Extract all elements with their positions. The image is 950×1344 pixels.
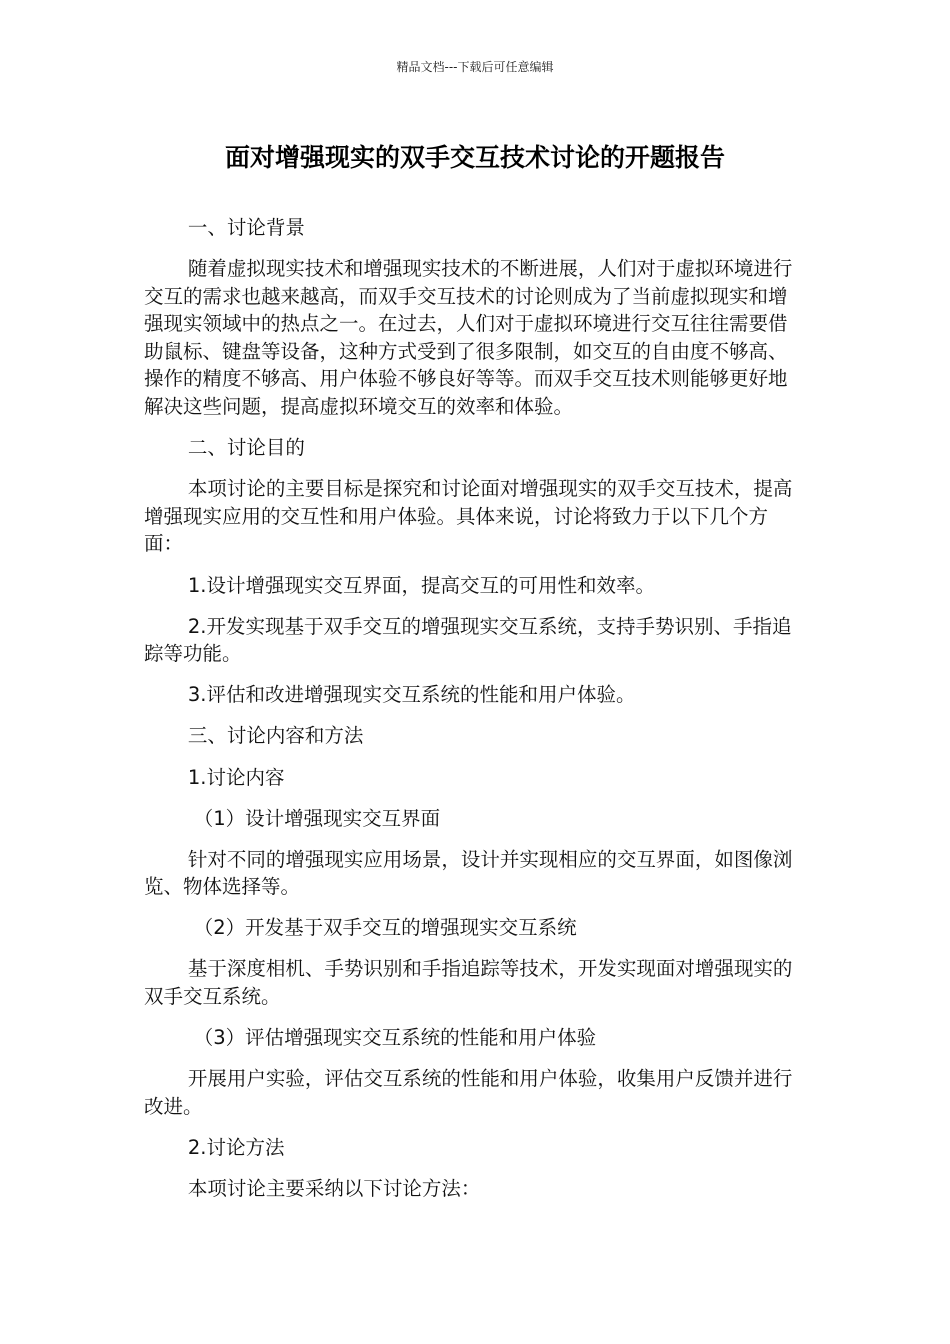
subsection-heading-method: 2.讨论方法 <box>187 1135 285 1159</box>
content-item-2-heading: （2）开发基于双手交互的增强现实交互系统 <box>193 916 577 940</box>
document-title: 面对增强现实的双手交互技术讨论的开题报告 <box>224 143 725 172</box>
subsection-heading-content: 1.讨论内容 <box>187 765 285 789</box>
purpose-item-3: 3.评估和改进增强现实交互系统的性能和用户体验。 <box>187 683 636 707</box>
purpose-item-2: 2.开发实现基于双手交互的增强现实交互系统，支持手势识别、手指追踪等功能。 <box>144 614 792 666</box>
header-note: 精品文档---下载后可任意编辑 <box>396 60 554 74</box>
content-item-1-heading: （1）设计增强现实交互界面 <box>193 806 441 830</box>
content-item-3-heading: （3）评估增强现实交互系统的性能和用户体验 <box>193 1026 597 1050</box>
document-body <box>144 214 804 1216</box>
purpose-item-1: 1.设计增强现实交互界面，提高交互的可用性和效率。 <box>187 573 655 597</box>
paragraph-purpose-intro: 本项讨论的主要目标是探究和讨论面对增强现实的双手交互技术，提高增强现实应用的交互性和用户体验。具体来说，讨论将致力于以下几个方面： <box>144 477 793 556</box>
section-heading-content-method: 三、讨论内容和方法 <box>187 724 364 748</box>
section-heading-background: 一、讨论背景 <box>187 216 305 239</box>
paragraph-background: 随着虚拟现实技术和增强现实技术的不断进展，人们对于虚拟环境进行交互的需求也越来越高，而双手交互技术的讨论则成为了当前虚拟现实和增强现实领域中的热点之一。在过去，人们对于虚拟环境进行交互往往需要借助鼠标、键盘等设备，这种方式受到了很多限制，如交互的自由度不够高、操作的精度不够高、用户体验不够良好等等。而双手交互技术则能够更好地解决这些问题，提高虚拟环境交互的效率和体验。 <box>144 257 793 419</box>
section-heading-purpose: 二、讨论目的 <box>187 436 305 460</box>
content-item-1-text: 针对不同的增强现实应用场景，设计并实现相应的交互界面，如图像浏览、物体选择等。 <box>144 847 793 899</box>
content-item-2-text: 基于深度相机、手势识别和手指追踪等技术，开发实现面对增强现实的双手交互系统。 <box>144 957 793 1009</box>
content-item-3-text: 开展用户实验，评估交互系统的性能和用户体验，收集用户反馈并进行改进。 <box>144 1067 793 1118</box>
method-intro: 本项讨论主要采纳以下讨论方法： <box>187 1177 481 1201</box>
